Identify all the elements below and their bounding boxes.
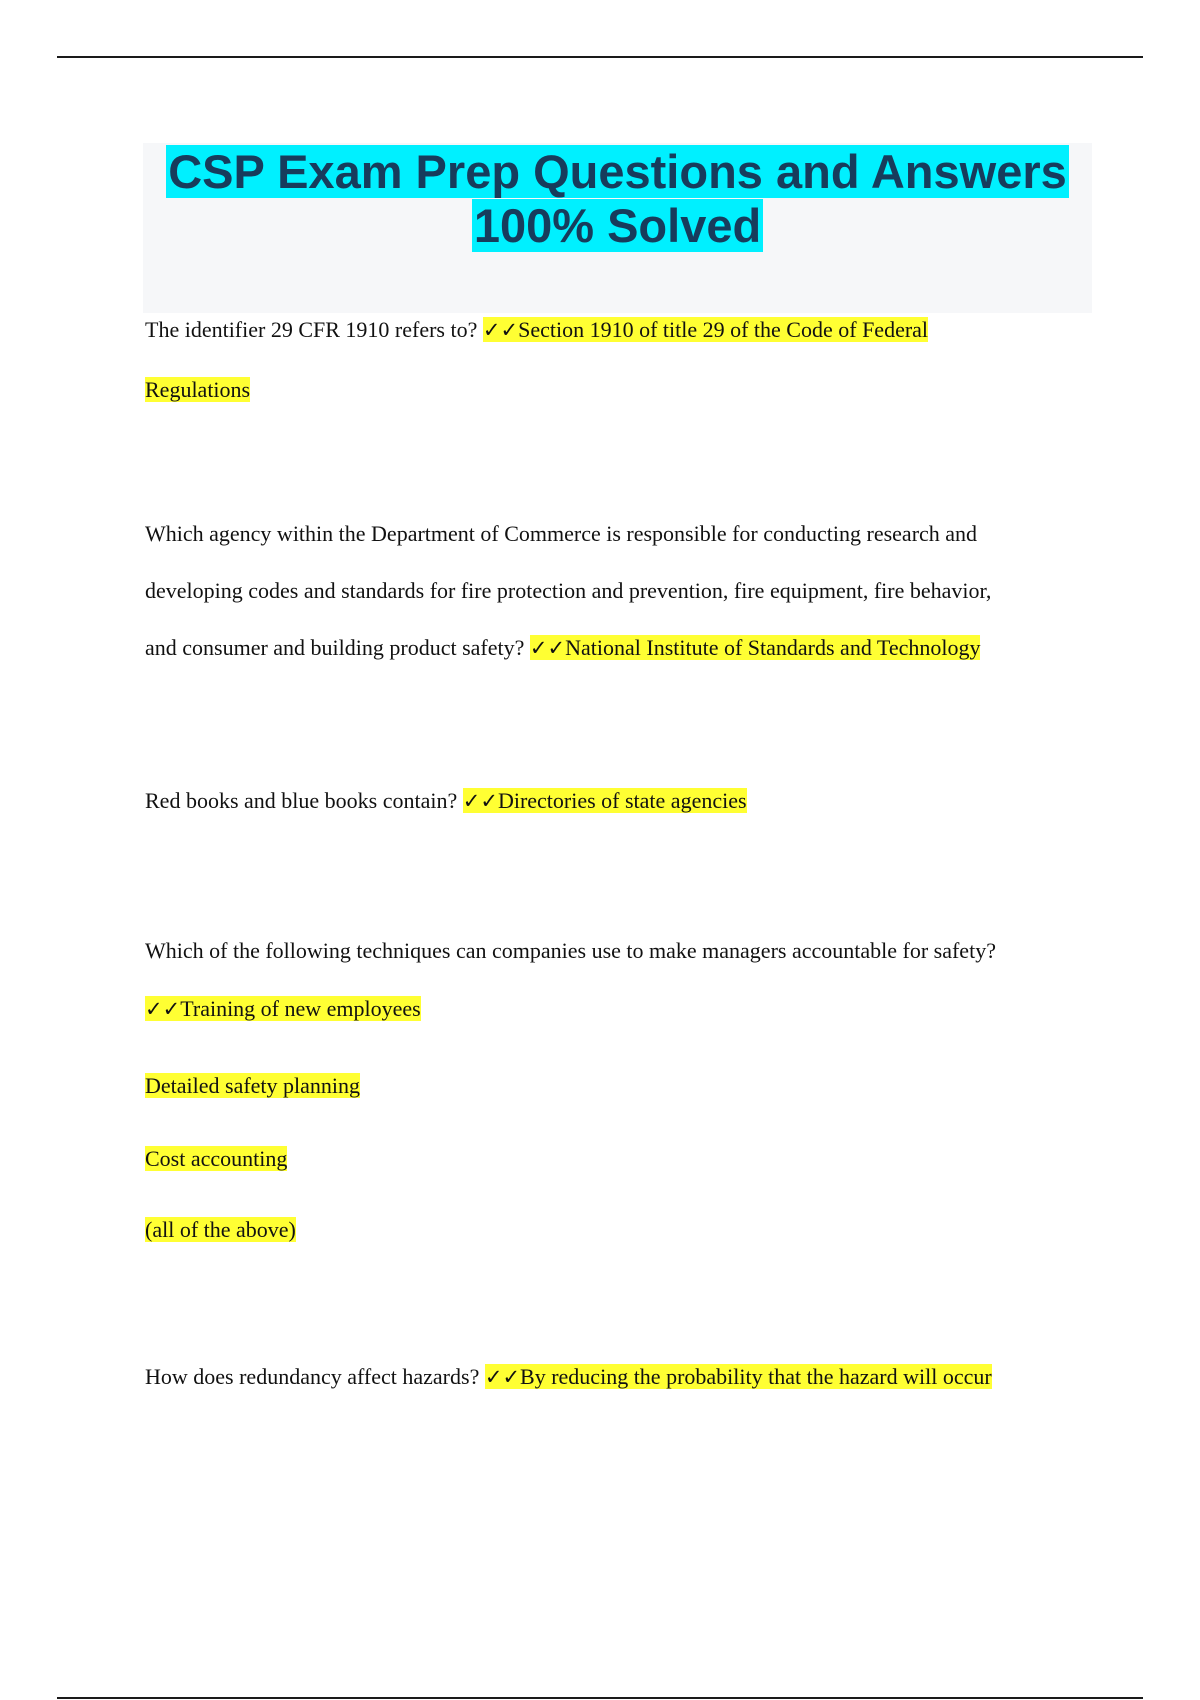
check-mark-icon: ✓✓ bbox=[145, 997, 181, 1021]
question-3 bbox=[145, 787, 747, 815]
question-2-line-2: developing codes and standards for fire protection and prevention, fire equipment, fire behavior, bbox=[145, 578, 992, 603]
answer-text: Directories of state agencies bbox=[497, 788, 747, 813]
answer-text: Section 1910 of title 29 of the Code of Federal bbox=[518, 317, 929, 342]
question-text: How does redundancy affect hazards? bbox=[145, 1364, 480, 1389]
check-mark-icon: ✓✓ bbox=[482, 318, 519, 342]
answer-highlight bbox=[485, 1364, 992, 1389]
check-mark-icon: ✓✓ bbox=[529, 636, 566, 660]
question-text: and consumer and building product safety? bbox=[145, 635, 525, 660]
question-2-line-3 bbox=[145, 634, 980, 662]
answer-4-item bbox=[145, 1216, 296, 1244]
answer-4-item bbox=[145, 1072, 360, 1100]
answer-highlight bbox=[530, 635, 981, 660]
answer-text: (all of the above) bbox=[145, 1217, 296, 1242]
answer-text: Detailed safety planning bbox=[145, 1073, 361, 1098]
header-rule bbox=[57, 56, 1143, 58]
answer-text: Regulations bbox=[145, 377, 251, 402]
question-4: Which of the following techniques can companies use to make managers accountable for safety? bbox=[145, 938, 996, 963]
check-mark-icon: ✓✓ bbox=[462, 789, 498, 813]
title-block bbox=[143, 143, 1092, 313]
answer-text: Cost accounting bbox=[145, 1146, 288, 1171]
answer-highlight bbox=[483, 317, 928, 342]
title-line-1: CSP Exam Prep Questions and Answers bbox=[168, 145, 1067, 198]
question-5 bbox=[145, 1363, 992, 1391]
question-2-line-1: Which agency within the Department of Commerce is responsible for conducting research and bbox=[145, 521, 978, 546]
answer-1-continued bbox=[145, 376, 250, 404]
answer-text: By reducing the probability that the hazard will occur bbox=[520, 1364, 992, 1389]
answer-4-item bbox=[145, 1145, 287, 1173]
answer-text: National Institute of Standards and Technology bbox=[565, 635, 981, 660]
question-1 bbox=[145, 316, 928, 344]
answer-text: Training of new employees bbox=[180, 996, 421, 1021]
question-text: Red books and blue books contain? bbox=[145, 788, 458, 813]
answer-highlight bbox=[145, 996, 421, 1021]
footer-rule bbox=[57, 1697, 1143, 1699]
document-title bbox=[143, 145, 1092, 253]
answer-4-item bbox=[145, 995, 421, 1023]
question-text: The identifier 29 CFR 1910 refers to? bbox=[145, 317, 478, 342]
title-line-2: 100% Solved bbox=[473, 199, 762, 252]
check-mark-icon: ✓✓ bbox=[484, 1365, 521, 1389]
answer-highlight bbox=[463, 788, 747, 813]
